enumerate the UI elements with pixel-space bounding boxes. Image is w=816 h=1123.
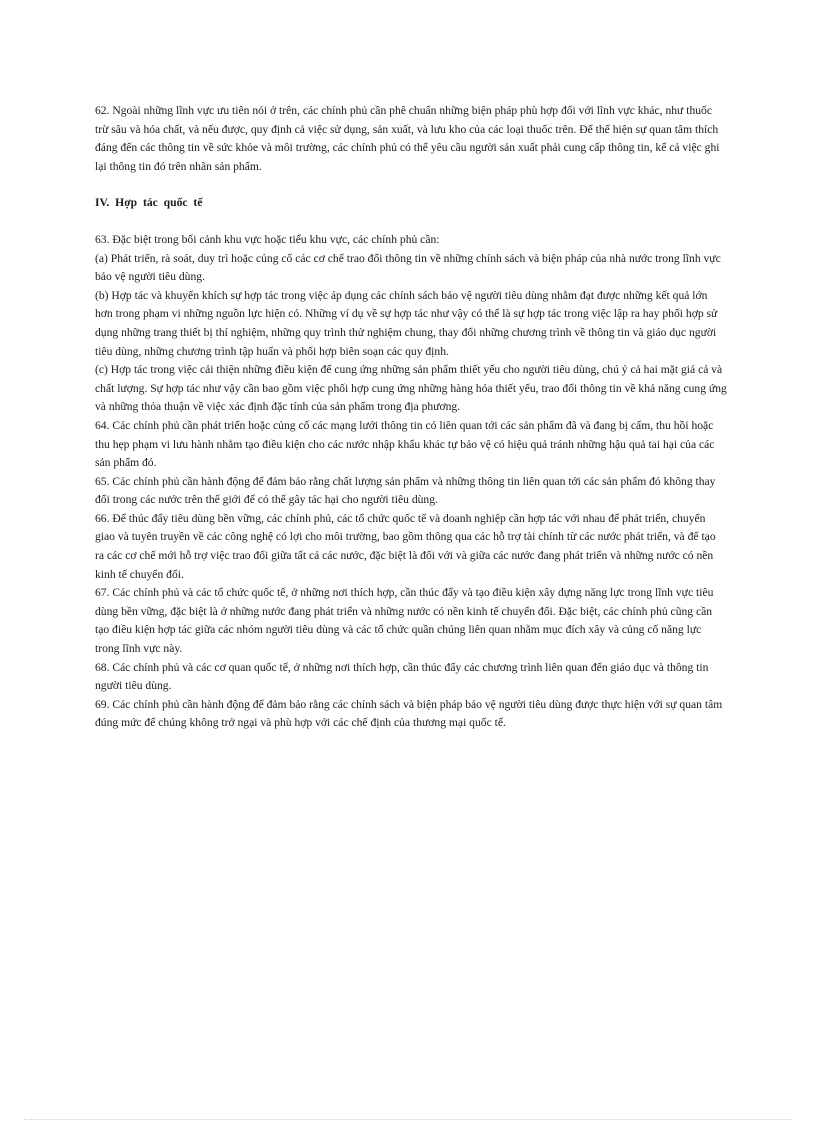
paragraph-63-intro: 63. Đặc biệt trong bối cảnh khu vực hoặc tiểu khu vực, các chính phủ cần:: [95, 232, 440, 246]
section-iv-body: [95, 231, 727, 733]
section-heading-iv: IV. Hợp tác quốc tế: [95, 196, 203, 210]
paragraph-62: 62. Ngoài những lĩnh vực ưu tiên nói ở trên, các chính phủ cần phê chuẩn những biện pháp phù hợp đối với lĩnh vực khác, như thuốc trừ sâu và hóa chất, và nếu được, quy định cả việc sử dụng, sản xuất, và lưu kho của các loại thuốc trên. Để thể hiện sự quan tâm thích đáng đến các thông tin về sức khỏe và môi trường, các chính phủ có thể yêu cầu người sản xuất phải cung cấp thông tin, kể cả việc ghi lại thông tin đó trên nhãn sản phẩm.: [95, 104, 720, 173]
document-body: [95, 102, 727, 733]
paragraph-66: 66. Để thúc đẩy tiêu dùng bền vững, các chính phủ, các tổ chức quốc tế và doanh nghiệp cần hợp tác với nhau để phát triển, chuyển giao và tuyên truyền về các công nghệ có lợi cho môi trường, bao gồm thông qua các hỗ trợ tài chính từ các nước phát triển, và để tạo ra các cơ chế mới hỗ trợ việc trao đổi giữa tất cả các nước, đặc biệt là đối với và giữa các nước đang phát triển và những nước có nền kinh tế chuyển đổi.: [95, 511, 716, 581]
paragraph-64: 64. Các chính phủ cần phát triển hoặc củng cố các mạng lưới thông tin có liên quan tới các sản phẩm đã và đang bị cấm, thu hồi hoặc thu hẹp phạm vi lưu hành nhằm tạo điều kiện cho các nước nhập khẩu khác tự bảo vệ có hiệu quả tránh những hậu quả tai hại của các sản phẩm đó.: [95, 418, 715, 470]
paragraph-67: 67. Các chính phủ và các tổ chức quốc tế, ở những nơi thích hợp, cần thúc đẩy và tạo điều kiện xây dựng năng lực trong lĩnh vực tiêu dùng bền vững, đặc biệt là ở những nước đang phát triển và những nước có nền kinh tế chuyển đổi. Đặc biệt, các chính phủ cũng cần tạo điều kiện hợp tác giữa các nhóm người tiêu dùng và các tổ chức quần chúng liên quan nhằm mục đích xây và củng cố năng lực trong lĩnh vực này.: [95, 586, 714, 656]
page-bottom-divider: [24, 1119, 792, 1120]
paragraph-68: 68. Các chính phủ và các cơ quan quốc tế, ở những nơi thích hợp, cần thúc đẩy các chương trình liên quan đến giáo dục và thông tin người tiêu dùng.: [95, 660, 709, 693]
paragraph-65: 65. Các chính phủ cần hành động để đảm bảo rằng chất lượng sản phẩm và những thông tin liên quan tới các sản phẩm đó không thay đổi trong các nước trên thế giới để có thể gây tác hại cho người tiêu dùng.: [95, 474, 716, 507]
paragraph-69: 69. Các chính phủ cần hành động để đảm bảo rằng các chính sách và biện pháp bảo vệ người tiêu dùng được thực hiện với sự quan tâm đúng mức để chúng không trở ngại và phù hợp với các chế định của thương mại quốc tế.: [95, 697, 723, 730]
paragraph-63-a: (a) Phát triển, rà soát, duy trì hoặc củng cố các cơ chế trao đổi thông tin về những chính sách và biện pháp của nhà nước trong lĩnh vực bảo vệ người tiêu dùng.: [95, 251, 721, 284]
paragraph-63-b: (b) Hợp tác và khuyến khích sự hợp tác trong việc áp dụng các chính sách bảo vệ người tiêu dùng nhằm đạt được những kết quả lớn hơn trong phạm vi những nguồn lực hiện có. Những ví dụ về sự hợp tác như vậy có thể là sự hợp tác trong việc lập ra hay phối hợp sử dụng những trang thiết bị thí nghiệm, những quy trình thử nghiệm chung, thay đổi những chương trình về thông tin và giáo dục người tiêu dùng, những chương trình tập huấn và phối hợp biên soạn các quy định.: [95, 288, 718, 358]
paragraph-63-c: (c) Hợp tác trong việc cải thiện những điều kiện để cung ứng những sản phẩm thiết yếu cho người tiêu dùng, chú ý cả hai mặt giá cả và chất lượng. Sự hợp tác như vậy cần bao gồm việc phối hợp cung ứng những hàng hóa thiết yếu, trao đổi thông tin về khả năng cung ứng và những thỏa thuận về việc xác định đặc tính của sản phẩm trong địa phương.: [95, 363, 727, 414]
